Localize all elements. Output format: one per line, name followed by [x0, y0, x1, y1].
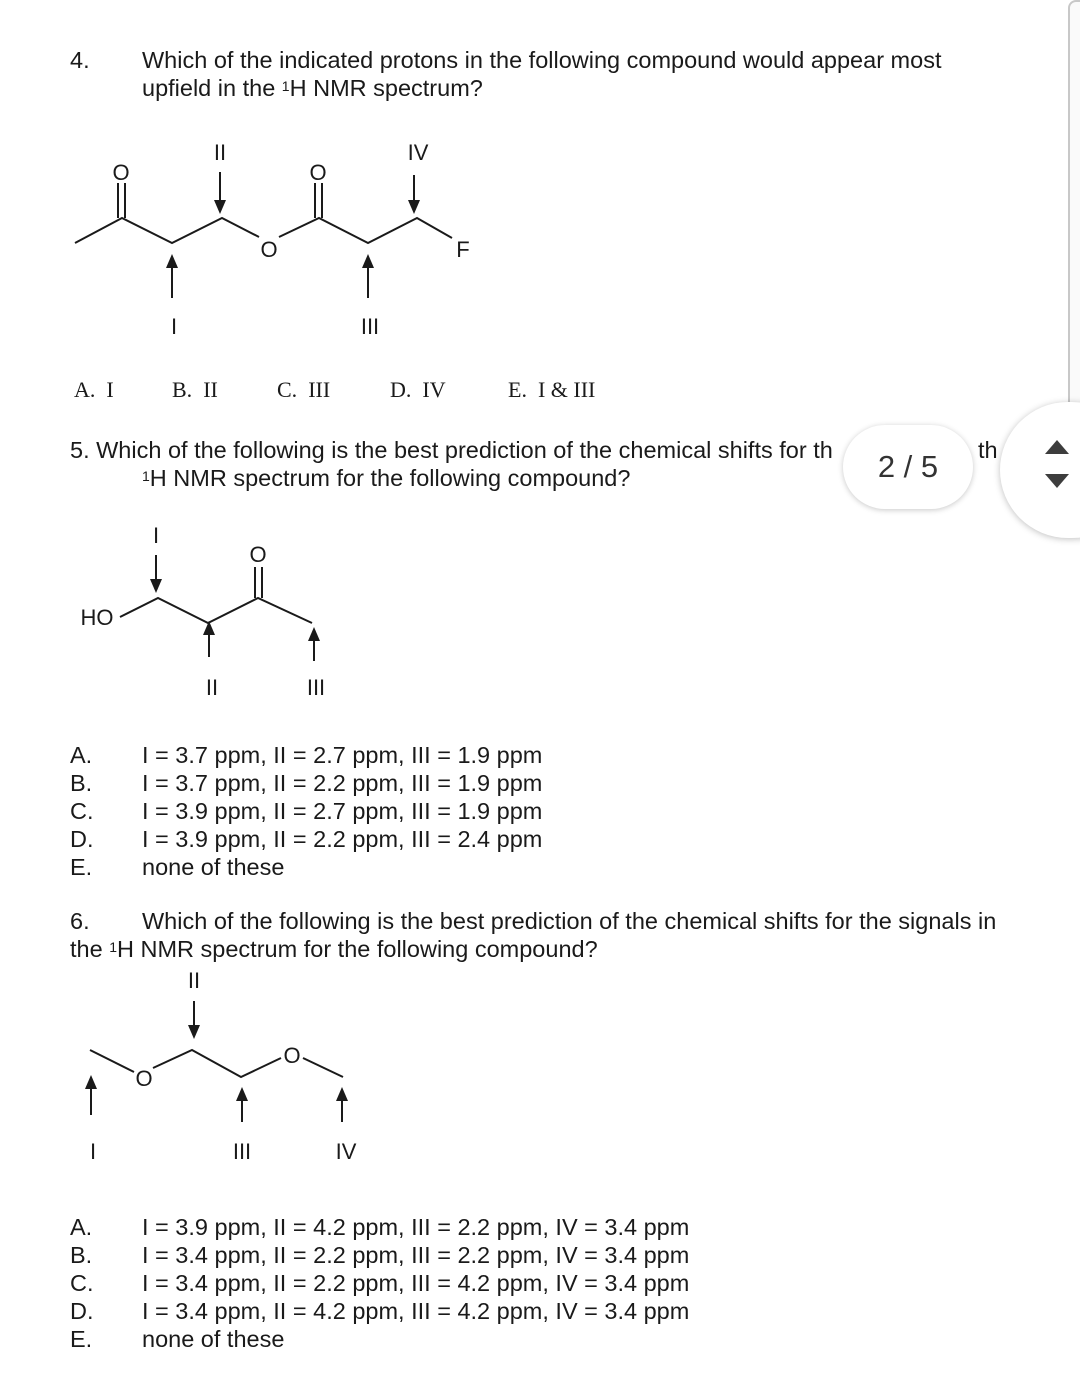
q4-choice-c: C. III [277, 377, 331, 402]
q4-text-line2: upfield in the $^1$H NMR spectrum? [142, 75, 483, 101]
q5-text-line1-tail: th [978, 437, 998, 463]
q5-label-ii: II [205, 675, 219, 700]
q5-option-b: B. I = 3.7 ppm, II = 2.2 ppm, III = 1.9 ppm [70, 770, 543, 796]
q5-oxygen: O [249, 542, 267, 567]
q5-text-line1: 5. Which of the following is the best prediction of the chemical shifts for th [70, 437, 833, 463]
q6-text-line1: Which of the following is the best prediction of the chemical shifts for the signals in [142, 908, 997, 934]
q4-number: 4. [70, 47, 90, 73]
q6-label-iii: III [232, 1139, 252, 1164]
q5-option-d: D. I = 3.9 ppm, II = 2.2 ppm, III = 2.4 ppm [70, 826, 543, 852]
q5-option-a: A. I = 3.7 ppm, II = 2.7 ppm, III = 1.9 ppm [70, 742, 543, 768]
q5-label-i: I [152, 523, 160, 548]
q5-option-c: C. I = 3.9 ppm, II = 2.7 ppm, III = 1.9 ppm [70, 798, 543, 824]
q6-text-line2: the $^1$H NMR spectrum for the following compound? [70, 936, 598, 962]
q6-number: 6. [70, 908, 90, 934]
q4-choice-a: A. I [74, 377, 114, 402]
q4-choice-e: E. I & III [508, 377, 596, 402]
q4-structure [0, 130, 560, 350]
q6-oxygen-2: O [283, 1043, 301, 1068]
q5-hydroxyl: HO [80, 605, 114, 630]
q6-label-ii: II [187, 968, 201, 993]
q4-label-iii: III [360, 314, 380, 339]
page-indicator: 2 / 5 [843, 425, 973, 509]
q4-text-line1: Which of the indicated protons in the following compound would appear most [142, 47, 942, 73]
triangle-up-icon[interactable] [1045, 440, 1069, 454]
q6-option-e: E. none of these [70, 1326, 285, 1352]
q5-options [0, 741, 700, 881]
q6-label-i: I [89, 1139, 97, 1164]
q6-option-d: D. I = 3.4 ppm, II = 4.2 ppm, III = 4.2 ppm, IV = 3.4 ppm [70, 1298, 690, 1324]
triangle-down-icon[interactable] [1045, 474, 1069, 488]
q6-structure [0, 965, 420, 1165]
q4-label-iv: IV [407, 140, 429, 165]
q5-option-e: E. none of these [70, 854, 285, 880]
q4-label-i: I [170, 314, 178, 339]
q6-label-iv: IV [335, 1139, 357, 1164]
q4-oxygen-2: O [309, 160, 327, 185]
q4-fluorine: F [456, 237, 470, 262]
q6-option-a: A. I = 3.9 ppm, II = 4.2 ppm, III = 2.2 ppm, IV = 3.4 ppm [70, 1214, 690, 1240]
q6-option-c: C. I = 3.4 ppm, II = 2.2 ppm, III = 4.2 ppm, IV = 3.4 ppm [70, 1270, 690, 1296]
scrollbar-thumb[interactable] [1068, 0, 1080, 412]
q5-label-iii: III [306, 675, 326, 700]
q5-structure [0, 515, 400, 705]
q6-options [0, 1213, 760, 1353]
q6-option-b: B. I = 3.4 ppm, II = 2.2 ppm, III = 2.2 ppm, IV = 3.4 ppm [70, 1242, 690, 1268]
q4-choice-b: B. II [172, 377, 218, 402]
q4-choice-d: D. IV [390, 377, 446, 402]
page-nav-control[interactable] [1000, 402, 1080, 538]
q4-oxygen-1: O [112, 160, 130, 185]
q4-ester-oxygen: O [260, 237, 278, 262]
q4-label-ii: II [213, 140, 227, 165]
q5-text-line2: $^1$H NMR spectrum for the following compound? [142, 465, 631, 491]
q6-oxygen-1: O [135, 1066, 153, 1091]
